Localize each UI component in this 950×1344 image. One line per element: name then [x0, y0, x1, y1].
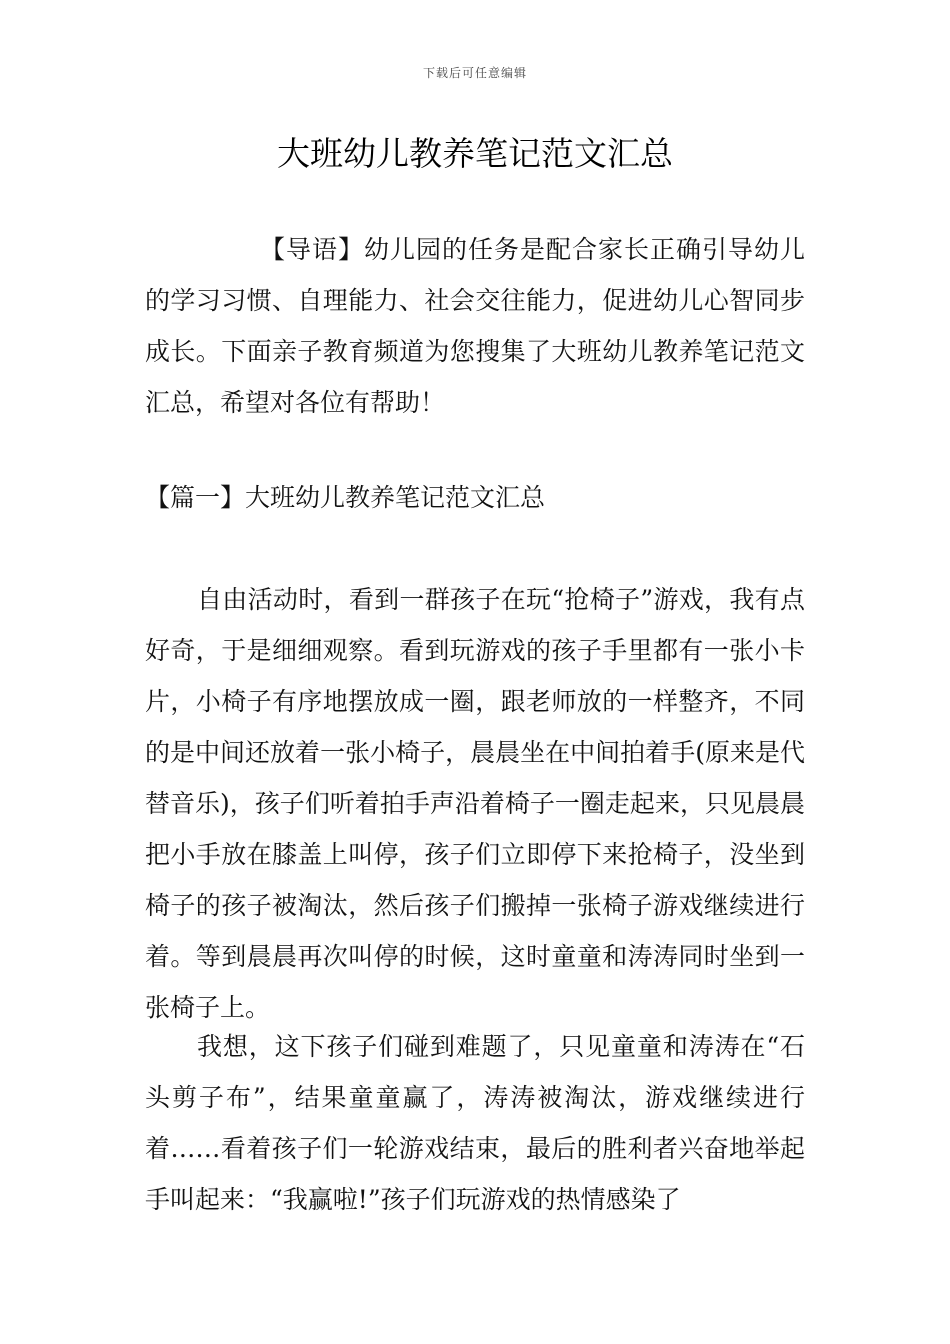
body-paragraph-2: 我想，这下孩子们碰到难题了，只见童童和涛涛在“石头剪子布”，结果童童赢了，涛涛被淘汰，游戏继续进行着……看着孩子们一轮游戏结束，最后的胜利者兴奋地举起手叫起来：“我赢啦!”孩子们玩游戏的热情感染了 — [145, 1032, 805, 1214]
body-paragraph-1: 自由活动时，看到一群孩子在玩“抢椅子”游戏，我有点好奇，于是细细观察。看到玩游戏的孩子手里都有一张小卡片，小椅子有序地摆放成一圈，跟老师放的一样整齐，不同的是中间还放着一张小椅子，晨晨坐在中间拍着手(原来是代替音乐)，孩子们听着拍手声沿着椅子一圈走起来，只见晨晨把小手放在膝盖上叫停，孩子们立即停下来抢椅子，没坐到椅子的孩子被淘汰，然后孩子们搬掉一张椅子游戏继续进行着。等到晨晨再次叫停的时候，这时童童和涛涛同时坐到一张椅子上。 — [145, 585, 805, 1022]
section-heading: 【篇一】大班幼儿教养笔记范文汇总 — [145, 483, 546, 512]
page-title: 大班幼儿教养笔记范文汇总 — [277, 134, 673, 173]
intro-paragraph: 【导语】幼儿园的任务是配合家长正确引导幼儿的学习习惯、自理能力、社会交往能力，促进幼儿心智同步成长。下面亲子教育频道为您搜集了大班幼儿教养笔记范文汇总，希望对各位有帮助！ — [145, 235, 805, 417]
header-note: 下载后可任意编辑 — [422, 66, 527, 80]
